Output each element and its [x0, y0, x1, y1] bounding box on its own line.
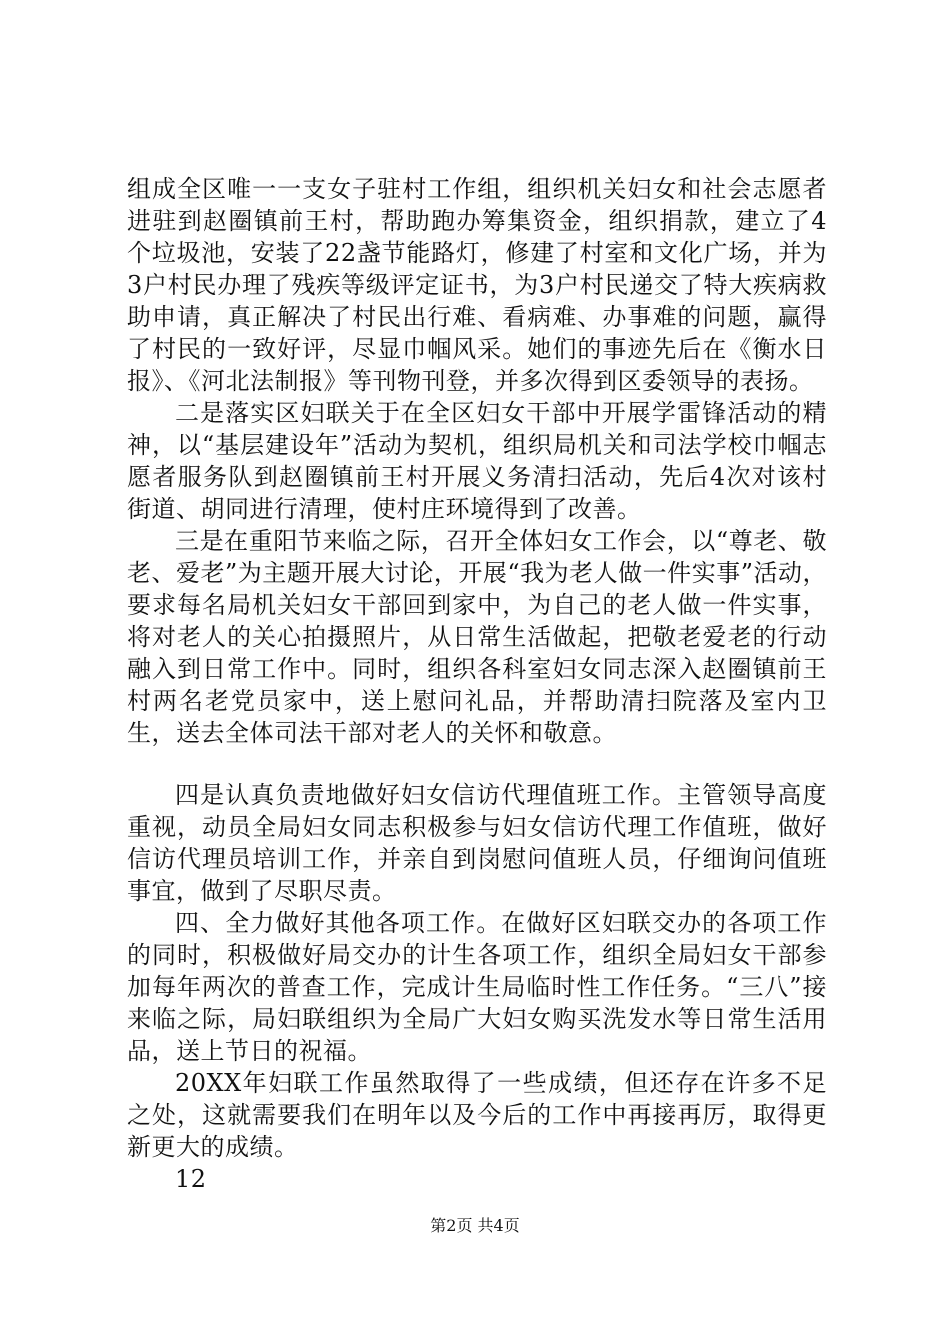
body-text — [127, 173, 827, 1195]
paragraph-section-four: 四、全力做好其他各项工作。在做好区妇联交办的各项工作的同时，积极做好局交办的计生各项工作，组织全局妇女干部参加每年两次的普查工作，完成计生局临时性工作任务。“三八”接来临之际，局妇联组织为全局广大妇女购买洗发水等日常生活用品，送上节日的祝福。 — [127, 909, 827, 1065]
paragraph-continuation: 组成全区唯一一支女子驻村工作组，组织机关妇女和社会志愿者进驻到赵圈镇前王村，帮助跑办筹集资金，组织捐款，建立了4个垃圾池，安装了22盏节能路灯，修建了村室和文化广场，并为3户村民办理了残疾等级评定证书，为3户村民递交了特大疾病救助申请，真正解决了村民出行难、看病难、办事难的问题，赢得了村民的一致好评，尽显巾帼风采。她们的事迹先后在《衡水日报》、《河北法制报》等刊物刊登，并多次得到区委领导的表扬。 — [127, 175, 827, 395]
page-footer: 第2页 共4页 — [430, 1216, 520, 1235]
paragraph-third-item: 三是在重阳节来临之际，召开全体妇女工作会，以“尊老、敬老、爱老”为主题开展大讨论，开展“我为老人做一件实事”活动，要求每名局机关妇女干部回到家中，为自己的老人做一件实事，将对老人的关心拍摄照片，从日常生活做起，把敬老爱老的行动融入到日常工作中。同时，组织各科室妇女同志深入赵圈镇前王村两名老党员家中，送上慰问礼品，并帮助清扫院落及室内卫生，送去全体司法干部对老人的关怀和敬意。 — [127, 527, 827, 747]
paragraph-fourth-item: 四是认真负责地做好妇女信访代理值班工作。主管领导高度重视，动员全局妇女同志积极参与妇女信访代理工作值班，做好信访代理员培训工作，并亲自到岗慰问值班人员，仔细询问值班事宜，做到了尽职尽责。 — [127, 781, 827, 905]
paragraph-second-item: 二是落实区妇联关于在全区妇女干部中开展学雷锋活动的精神，以“基层建设年”活动为契机，组织局机关和司法学校巾帼志愿者服务队到赵圈镇前王村开展义务清扫活动，先后4次对该村街道、胡同进行清理，使村庄环境得到了改善。 — [127, 399, 827, 523]
paragraph-conclusion: 20XX年妇联工作虽然取得了一些成绩，但还存在许多不足之处，这就需要我们在明年以及今后的工作中再接再厉，取得更新更大的成绩。 — [127, 1069, 827, 1161]
paragraph-number: 12 — [175, 1165, 207, 1193]
